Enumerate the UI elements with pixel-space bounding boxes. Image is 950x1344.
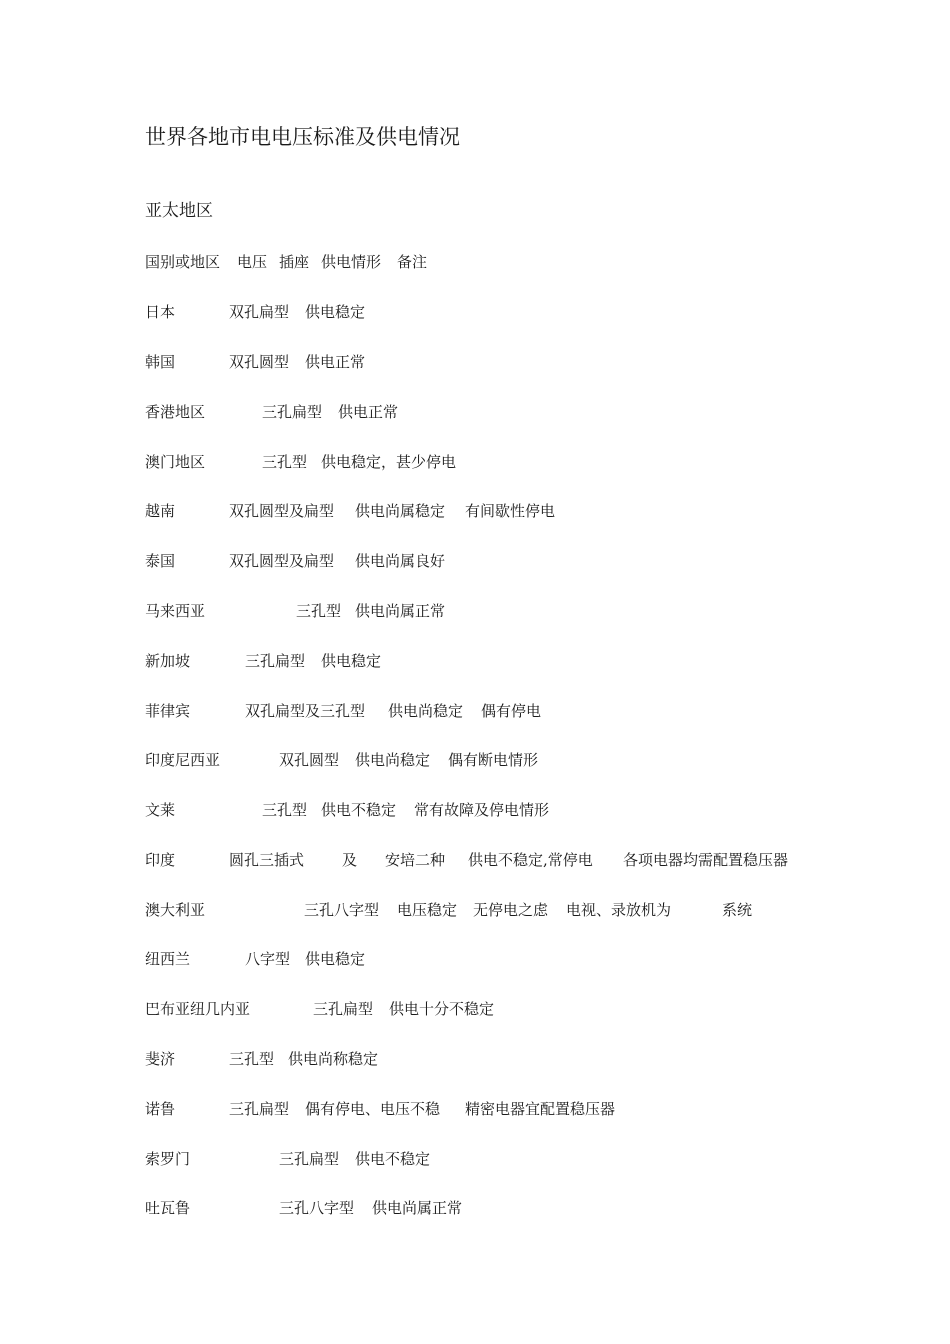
note-cell: 电视、录放机为	[566, 901, 672, 919]
supply-cell: 供电正常	[338, 403, 399, 421]
region-cell: 泰国	[145, 552, 176, 570]
supply-cell: 供电不稳定,常停电	[468, 851, 593, 869]
region-cell: 吐瓦鲁	[145, 1199, 191, 1217]
note-cell: 各项电器均需配置稳压器	[623, 851, 789, 869]
region-cell: 菲律宾	[145, 702, 191, 720]
region-cell: 纽西兰	[145, 950, 191, 968]
socket-cell: 三孔八字型	[304, 901, 380, 919]
section-heading-asia-pacific: 亚太地区	[145, 201, 213, 221]
supply-cell: 供电稳定	[321, 652, 382, 670]
supply-cell: 供电尚稳定	[388, 702, 464, 720]
column-header-voltage: 电压	[237, 253, 268, 271]
socket-cell: 双孔扁型及三孔型	[245, 702, 366, 720]
supply-cell: 供电不稳定	[321, 801, 397, 819]
supply-cell: 供电稳定，甚少停电	[321, 453, 457, 471]
note-cell: 常有故障及停电情形	[414, 801, 550, 819]
supply-cell: 供电正常	[305, 353, 366, 371]
supply-cell: 偶有停电、电压不稳	[305, 1100, 441, 1118]
note-cell: 偶有断电情形	[448, 751, 539, 769]
socket-cell: 三孔扁型	[313, 1000, 374, 1018]
supply-cell: 供电尚称稳定	[288, 1050, 379, 1068]
socket-cell: 及	[342, 851, 358, 869]
socket-cell: 圆孔三插式	[229, 851, 305, 869]
socket-cell: 双孔圆型	[279, 751, 340, 769]
region-cell: 印度	[145, 851, 176, 869]
region-cell: 澳大利亚	[145, 901, 206, 919]
region-cell: 新加坡	[145, 652, 191, 670]
region-cell: 澳门地区	[145, 453, 206, 471]
supply-cell: 供电稳定	[305, 303, 366, 321]
socket-cell: 双孔圆型	[229, 353, 290, 371]
document-title: 世界各地市电电压标准及供电情况	[145, 125, 460, 149]
supply-cell: 供电尚属稳定	[355, 502, 446, 520]
region-cell: 诺鲁	[145, 1100, 176, 1118]
supply-cell: 电压稳定	[397, 901, 458, 919]
socket-cell: 三孔八字型	[279, 1199, 355, 1217]
region-cell: 斐济	[145, 1050, 176, 1068]
socket-cell: 三孔扁型	[245, 652, 306, 670]
region-cell: 韩国	[145, 353, 176, 371]
supply-cell: 供电尚属正常	[355, 602, 446, 620]
note-cell: 偶有停电	[481, 702, 542, 720]
region-cell: 巴布亚纽几内亚	[145, 1000, 251, 1018]
socket-cell: 三孔扁型	[262, 403, 323, 421]
region-cell: 印度尼西亚	[145, 751, 221, 769]
socket-cell: 双孔圆型及扁型	[229, 552, 335, 570]
supply-cell: 供电尚稳定	[355, 751, 431, 769]
region-cell: 文莱	[145, 801, 176, 819]
column-header-note: 备注	[397, 253, 428, 271]
note-cell: 系统	[722, 901, 753, 919]
note-cell: 有间歇性停电	[465, 502, 556, 520]
socket-cell: 三孔型	[229, 1050, 275, 1068]
supply-cell: 供电尚属良好	[355, 552, 446, 570]
socket-cell: 双孔扁型	[229, 303, 290, 321]
socket-cell: 双孔圆型及扁型	[229, 502, 335, 520]
note-cell: 无停电之虑	[473, 901, 549, 919]
region-cell: 香港地区	[145, 403, 206, 421]
region-cell: 越南	[145, 502, 176, 520]
supply-cell: 供电稳定	[305, 950, 366, 968]
column-header-supply: 供电情形	[321, 253, 382, 271]
socket-cell: 三孔扁型	[229, 1100, 290, 1118]
socket-cell: 三孔型	[262, 453, 308, 471]
supply-cell: 供电不稳定	[355, 1150, 431, 1168]
region-cell: 日本	[145, 303, 176, 321]
socket-cell: 安培二种	[385, 851, 446, 869]
socket-cell: 三孔型	[296, 602, 342, 620]
region-cell: 索罗门	[145, 1150, 191, 1168]
column-header-socket: 插座	[279, 253, 310, 271]
region-cell: 马来西亚	[145, 602, 206, 620]
socket-cell: 八字型	[245, 950, 291, 968]
column-header-region: 国别或地区	[145, 253, 221, 271]
supply-cell: 供电十分不稳定	[389, 1000, 495, 1018]
socket-cell: 三孔型	[262, 801, 308, 819]
socket-cell: 三孔扁型	[279, 1150, 340, 1168]
note-cell: 精密电器宜配置稳压器	[465, 1100, 616, 1118]
supply-cell: 供电尚属正常	[372, 1199, 463, 1217]
